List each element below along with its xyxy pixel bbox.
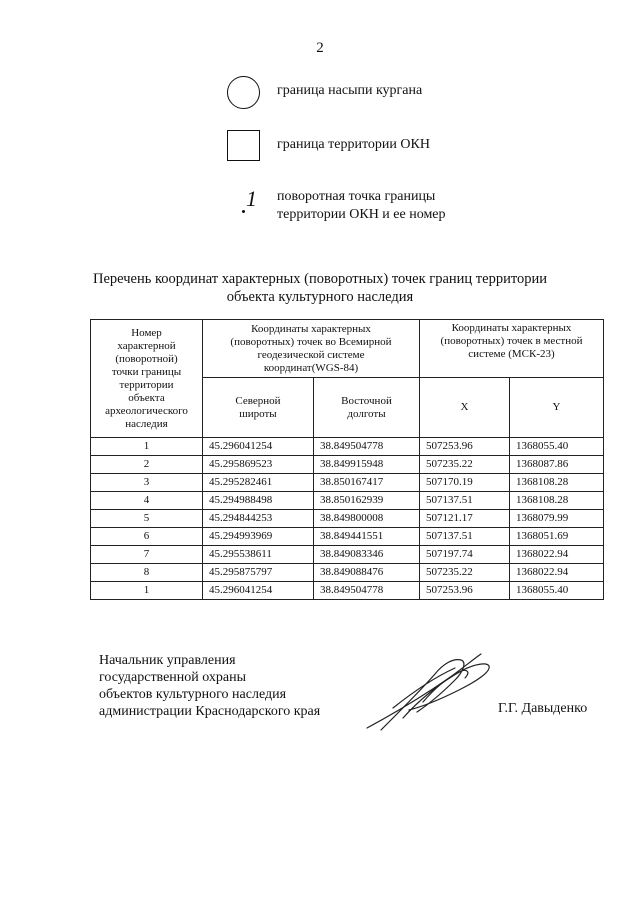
header-wgs84 bbox=[203, 320, 420, 378]
header-longitude bbox=[314, 378, 420, 438]
latitude-cell: 45.296041254 bbox=[203, 582, 314, 600]
coordinates-table bbox=[90, 319, 604, 600]
latitude-cell: 45.294988498 bbox=[203, 492, 314, 510]
point-number-cell: 5 bbox=[91, 510, 203, 528]
latitude-cell: 45.295869523 bbox=[203, 456, 314, 474]
header-lon-line: Восточной bbox=[341, 394, 392, 407]
x-cell: 507235.22 bbox=[420, 564, 510, 582]
signatory-line-1: Начальник управления bbox=[99, 653, 236, 668]
header-point-line: характерной bbox=[117, 339, 176, 352]
longitude-cell: 38.849504778 bbox=[314, 438, 420, 456]
point-number-cell: 6 bbox=[91, 528, 203, 546]
x-cell: 507235.22 bbox=[420, 456, 510, 474]
x-cell: 507137.51 bbox=[420, 528, 510, 546]
y-cell: 1368108.28 bbox=[510, 492, 604, 510]
x-cell: 507253.96 bbox=[420, 582, 510, 600]
x-cell: 507121.17 bbox=[420, 510, 510, 528]
header-local-line: (поворотных) точек в местной bbox=[440, 335, 583, 347]
point-number-cell: 2 bbox=[91, 456, 203, 474]
table-heading-line-2: объекта культурного наследия bbox=[226, 289, 414, 305]
longitude-cell: 38.850167417 bbox=[314, 474, 420, 492]
header-lat-line: широты bbox=[239, 407, 277, 420]
latitude-cell: 45.294993969 bbox=[203, 528, 314, 546]
longitude-cell: 38.849800008 bbox=[314, 510, 420, 528]
header-msk23 bbox=[420, 320, 604, 378]
header-point-number bbox=[91, 320, 203, 438]
header-y: Y bbox=[510, 378, 604, 438]
table-row bbox=[91, 438, 604, 456]
legend-mound-label: граница насыпи кургана bbox=[277, 83, 423, 98]
page-number: 2 bbox=[316, 40, 324, 56]
header-wgs-line: (поворотных) точек во Всемирной bbox=[230, 335, 392, 348]
y-cell: 1368055.40 bbox=[510, 582, 604, 600]
header-local-line: Координаты характерных bbox=[451, 322, 572, 334]
territory-boundary-symbol-icon bbox=[227, 130, 260, 161]
table-row bbox=[91, 510, 604, 528]
x-cell: 507197.74 bbox=[420, 546, 510, 564]
header-point-line: точки границы bbox=[111, 365, 182, 378]
table-row bbox=[91, 528, 604, 546]
legend-territory-label: граница территории ОКН bbox=[277, 137, 430, 152]
header-latitude bbox=[203, 378, 314, 438]
header-local-line: системе (МСК-23) bbox=[468, 348, 555, 360]
header-x: X bbox=[420, 378, 510, 438]
x-cell: 507170.19 bbox=[420, 474, 510, 492]
x-cell: 507253.96 bbox=[420, 438, 510, 456]
header-wgs-line: Координаты характерных bbox=[251, 322, 371, 335]
header-lat-line: Северной bbox=[235, 394, 281, 407]
table-row bbox=[91, 456, 604, 474]
y-cell: 1368108.28 bbox=[510, 474, 604, 492]
y-cell: 1368022.94 bbox=[510, 546, 604, 564]
x-cell: 507137.51 bbox=[420, 492, 510, 510]
header-point-line: наследия bbox=[125, 417, 168, 430]
header-point-line: территории bbox=[119, 378, 174, 391]
latitude-cell: 45.294844253 bbox=[203, 510, 314, 528]
mound-boundary-symbol-icon bbox=[227, 76, 260, 109]
turning-point-symbol-icon bbox=[240, 188, 260, 218]
y-cell: 1368087.86 bbox=[510, 456, 604, 474]
point-number-cell: 4 bbox=[91, 492, 203, 510]
point-number-cell: 8 bbox=[91, 564, 203, 582]
latitude-cell: 45.295282461 bbox=[203, 474, 314, 492]
legend-point-line-1: поворотная точка границы bbox=[277, 189, 436, 204]
latitude-cell: 45.296041254 bbox=[203, 438, 314, 456]
header-point-line: археологического bbox=[105, 404, 188, 417]
longitude-cell: 38.850162939 bbox=[314, 492, 420, 510]
signatory-line-2: государственной охраны bbox=[99, 670, 247, 685]
table-row bbox=[91, 546, 604, 564]
point-number-cell: 3 bbox=[91, 474, 203, 492]
point-number-cell: 1 bbox=[91, 582, 203, 600]
table-heading-line-1: Перечень координат характерных (поворотных) точек границ территории bbox=[92, 271, 548, 287]
y-cell: 1368055.40 bbox=[510, 438, 604, 456]
signatory-name: Г.Г. Давыденко bbox=[498, 701, 588, 716]
y-cell: 1368022.94 bbox=[510, 564, 604, 582]
longitude-cell: 38.849083346 bbox=[314, 546, 420, 564]
turning-point-number: 1 bbox=[246, 186, 257, 211]
signatory-position bbox=[99, 652, 320, 720]
header-wgs-line: координат(WGS-84) bbox=[263, 361, 359, 374]
point-number-cell: 1 bbox=[91, 438, 203, 456]
latitude-cell: 45.295875797 bbox=[203, 564, 314, 582]
signatory-line-4: администрации Краснодарского края bbox=[99, 704, 321, 719]
table-heading bbox=[40, 270, 600, 306]
turning-point-dot bbox=[242, 210, 245, 213]
table-row bbox=[91, 582, 604, 600]
table-row bbox=[91, 492, 604, 510]
point-number-cell: 7 bbox=[91, 546, 203, 564]
header-wgs-line: геодезической системе bbox=[257, 348, 365, 361]
longitude-cell: 38.849088476 bbox=[314, 564, 420, 582]
latitude-cell: 45.295538611 bbox=[203, 546, 314, 564]
y-cell: 1368051.69 bbox=[510, 528, 604, 546]
header-point-line: объекта bbox=[128, 391, 165, 404]
legend-point-line-2: территории ОКН и ее номер bbox=[277, 207, 446, 222]
handwritten-signature bbox=[363, 648, 493, 733]
longitude-cell: 38.849504778 bbox=[314, 582, 420, 600]
header-point-line: (поворотной) bbox=[115, 352, 178, 365]
table-row bbox=[91, 474, 604, 492]
longitude-cell: 38.849441551 bbox=[314, 528, 420, 546]
header-point-line: Номер bbox=[131, 326, 162, 339]
longitude-cell: 38.849915948 bbox=[314, 456, 420, 474]
table-row bbox=[91, 564, 604, 582]
legend-point-label bbox=[277, 188, 446, 224]
y-cell: 1368079.99 bbox=[510, 510, 604, 528]
signatory-line-3: объектов культурного наследия bbox=[99, 687, 287, 702]
header-lon-line: долготы bbox=[347, 407, 386, 420]
